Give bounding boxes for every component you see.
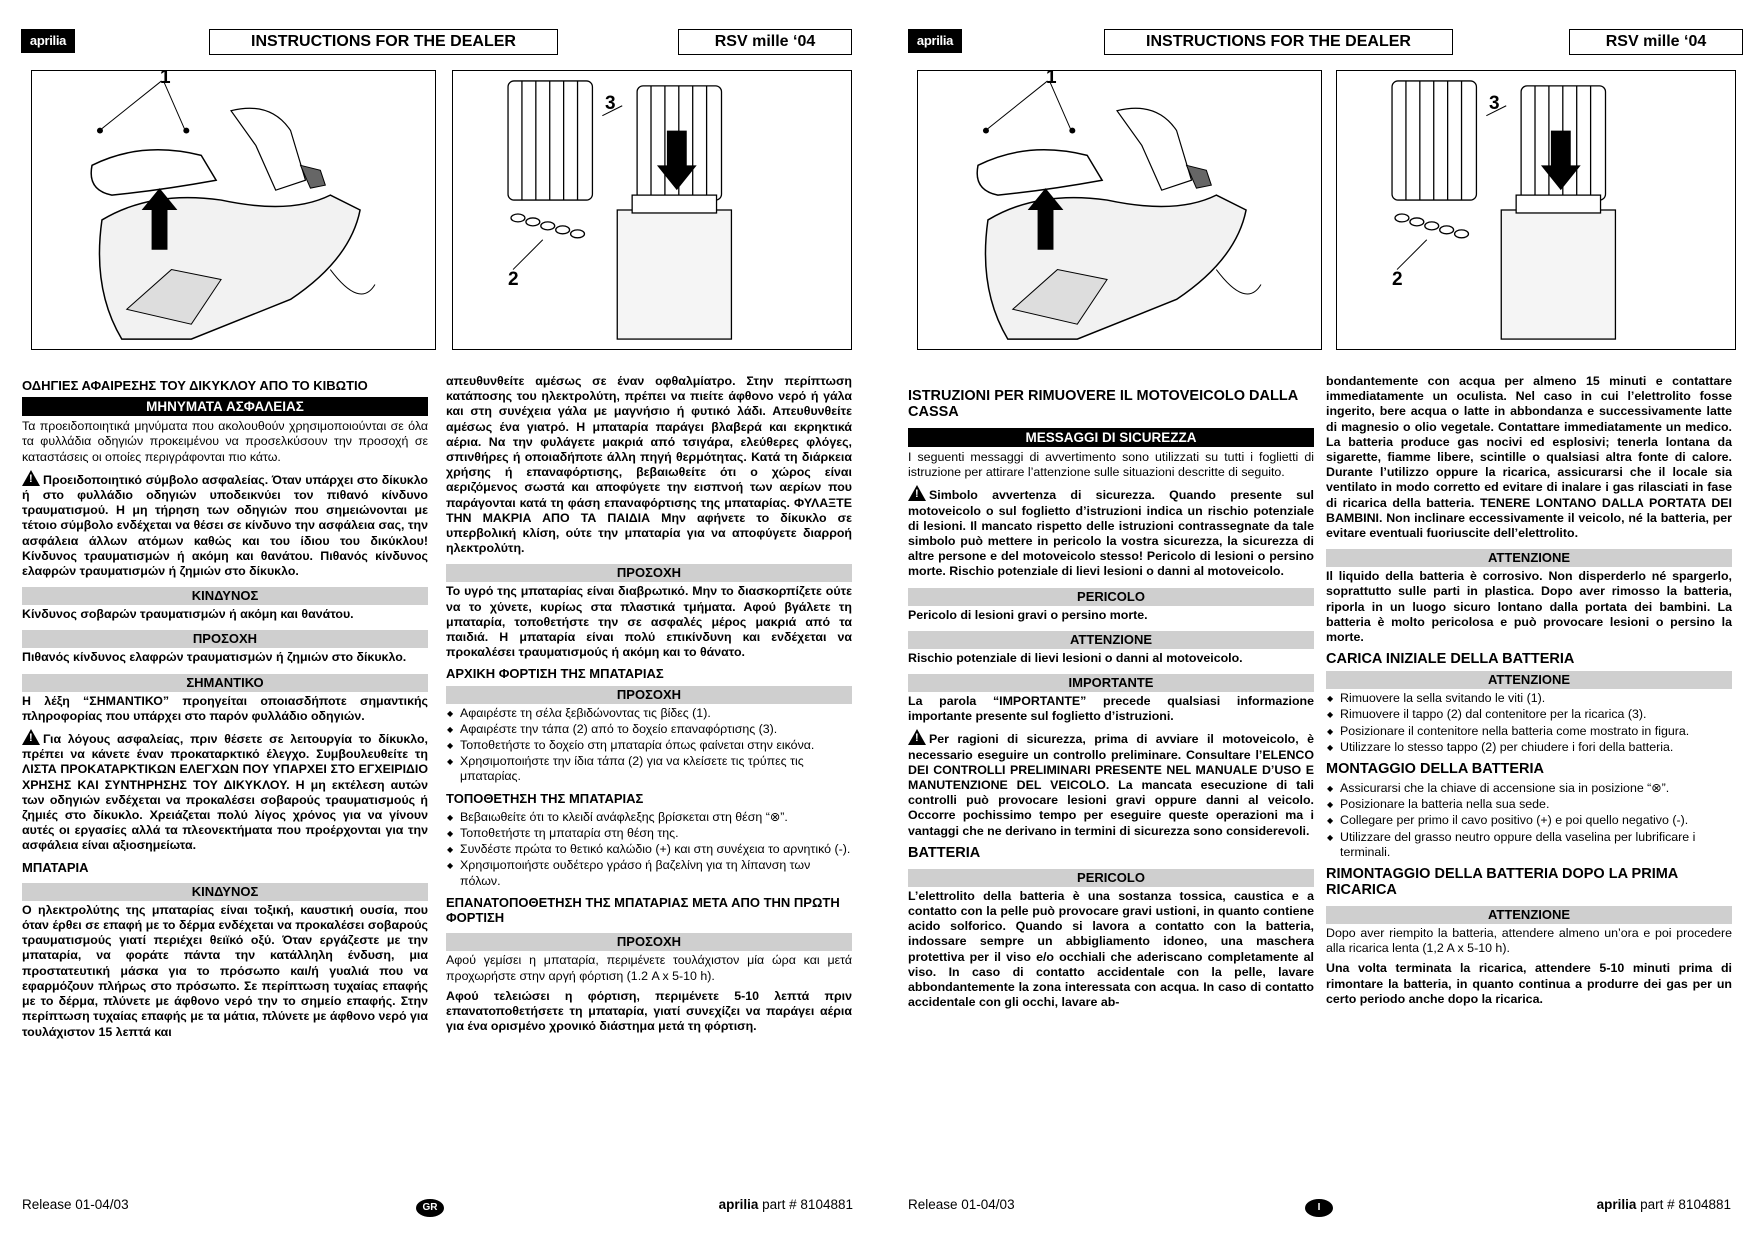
gr-reinstall-text1: Αφού γεμίσει η μπαταρία, περιμένετε τουλάχιστον μία ώρα και μετά προχωρήστε στην αργή φόρτιση (1.2 A x 5-10 h). <box>446 953 852 983</box>
footer-brand: aprilia <box>718 1197 759 1212</box>
list-item: ◆ Αφαιρέστε την τάπα (2) από το δοχείο επαναφόρτισης (3). <box>446 722 852 737</box>
gr-initial-charge-title: ΑΡΧΙΚΗ ΦΟΡΤΙΣΗ ΤΗΣ ΜΠΑΤΑΡΙΑΣ <box>446 666 664 682</box>
footer-part <box>719 1197 853 1212</box>
aprilia-logo: aprilia <box>908 29 962 53</box>
footer-release: Release 01-04/03 <box>908 1197 1015 1212</box>
footer-part <box>1597 1197 1731 1212</box>
it-caution-text: Rischio potenziale di lievi lesioni o danni al motoveicolo. <box>908 650 1243 665</box>
gr-title: ΟΔΗΓΙΕΣ ΑΦΑΙΡΕΣΗΣ ΤΟΥ ΔΙΚΥΚΛΟΥ ΑΠΟ ΤΟ ΚΙΒΩΤΙΟ <box>22 378 368 393</box>
footer-release: Release 01-04/03 <box>22 1197 129 1212</box>
it-intro: I seguenti messaggi di avvertimento sono utilizzati su tutti i foglietti di istruzione per attirare l’attenzione sulle situazioni descritte di seguito. <box>908 450 1314 480</box>
it-col2-cont: bondantemente con acqua per almeno 15 minuti e contattare immediatamente un oculista. Nel caso in cui l’elettrolito fosse ingerito, bere acqua o latte in abbondanza e successivamente latte di magnesio o olio vegetale. Contattare immediatamente un medico. La batteria produce gas nocivi ed esplosivi; tenerla lontana da sigarette, fiamme libere, scintille o qualsiasi altra fonte di calore. Durante l’utilizzo oppure la ricarica, assicurarsi che il locale sia ventilato in modo corretto ed evitare di inalare i gas rilasciati in fase di ricarica della batteria. TENERE LONTANO DALLA PORTATA DEI BAMBINI. Non inclinare eccessivamente il veicolo, né la batteria, per evitare eventuali fuoriuscite dell’elettrolito. <box>1326 374 1732 541</box>
list-item: ◆ Τοποθετήστε τη μπαταρία στη θέση της. <box>446 826 852 841</box>
gr-caution2-band: ΠΡΟΣΟΧΗ <box>446 564 852 582</box>
list-item: ◆ Τοποθετήστε το δοχείο στη μπαταρία όπως φαίνεται στην εικόνα. <box>446 738 852 753</box>
gr-caution-text: Πιθανός κίνδυνος ελαφρών τραυματισμών ή ζημιών στο δίκυκλο. <box>22 650 407 665</box>
gr-safety-band: ΜΗΝΥΜΑΤΑ ΑΣΦΑΛΕΙΑΣ <box>22 397 428 416</box>
it-danger-band: PERICOLO <box>908 588 1314 606</box>
gr-danger-text: Κίνδυνος σοβαρών τραυματισμών ή ακόμη και θανάτου. <box>22 607 354 622</box>
gr-intro: Τα προειδοποιητικά μηνύματα που ακολουθούν χρησιμοποιούνται σε όλα τα φυλλάδια οδηγιών προκειμένου να προσελκύσουν την προσοχή σε καταστάσεις οι οποίες περιγράφονται πιο κάτω. <box>22 419 428 464</box>
it-symbol-text: Simbolo avvertenza di sicurezza. Quando presente sul motoveicolo o sul foglietto d’istruzioni indica un rischio potenziale di lesioni. Il mancato rispetto delle istruzioni contrassegnate da tale simbolo può mettere in pericolo la vostra sicurezza, la sicurezza di altre persone e del motoveicolo stesso! Pericolo di lesioni o persino morte. Rischio potenziale di lievi lesioni o danni al motoveicolo. <box>908 488 1314 579</box>
it-safety-band: MESSAGGI DI SICUREZZA <box>908 428 1314 447</box>
lang-badge-gr: GR <box>416 1199 444 1217</box>
gr-column-1 <box>22 374 428 1045</box>
list-item: ◆ Rimuovere il tappo (2) dal contenitore per la ricarica (3). <box>1326 707 1732 722</box>
warning-triangle-icon <box>908 485 926 501</box>
it-reinstall-band: ATTENZIONE <box>1326 906 1732 924</box>
battery-charge-illustration <box>453 71 851 349</box>
seat-removal-illustration <box>918 71 1321 349</box>
aprilia-logo: aprilia <box>21 29 75 53</box>
it-important-text: La parola “IMPORTANTE” precede qualsiasi informazione importante presente sul foglietto d’istruzioni. <box>908 694 1314 724</box>
it-initial-charge-list <box>1326 691 1732 755</box>
gr-initial-charge-band: ΠΡΟΣΟΧΗ <box>446 686 852 704</box>
list-item: ◆ Χρησιμοποιήστε την ίδια τάπα (2) για να κλείσετε τις τρύπες τις μπαταρίας. <box>446 754 852 784</box>
figure-battery-charge <box>452 70 852 350</box>
seat-removal-illustration <box>32 71 435 349</box>
it-safety-check <box>908 729 1314 838</box>
it-initial-charge-title: CARICA INIZIALE DELLA BATTERIA <box>1326 651 1575 668</box>
gr-important-text: Η λέξη “ΣΗΜΑΝΤΙΚΟ” προηγείται οποιασδήποτε σημαντικής πληροφορίας που υπάρχει στο παρόν φυλλάδιο οδηγιών. <box>22 693 428 723</box>
list-item: ◆ Collegare per primo il cavo positivo (+) e poi quello negativo (-). <box>1326 813 1732 828</box>
gr-col2-cont: απευθυνθείτε αμέσως σε έναν οφθαλμίατρο. Στην περίπτωση κατάποσης του ηλεκτρολύτη, πρέπει να πιείτε άφθονο νερό ή γάλα και στη συνέχεια γάλα με μαγνήσιο ή φυτικό λάδι. Απευθυνθείτε αμέσως ένα γιατρό. Η μπαταρία παράγει βλαβερά και εκρηκτικά αέρια. Να την φυλάγετε μακριά από τσιγάρα, ελεύθερες φλόγες, σπινθήρες ή οποιαδήποτε άλλη πηγή θερμότητας. Κατά τη διάρκεια χρήσης ή επαναφόρτισης, βεβαιωθείτε ότι ο χώρος είναι αεριζόμενος σωστά και αποφύγετε την εισπνοή των αερίων που παράγονται κατά τη φάση επαναφόρτισης της μπαταρίας. ΦΥΛΑΞΤΕ ΤΗΝ ΜΑΚΡΙΑ ΑΠΟ ΤΑ ΠΑΙΔΙΑ Μην αφήνετε το δίκυκλο σε υπερβολική κλίση, ούτε την μπαταρία για να αποφύγετε διαρροή ηλεκτρολύτη. <box>446 374 852 556</box>
list-item: ◆ Χρησιμοποιήστε ουδέτερο γράσο ή βαζελίνη για τη λίπανση των πόλων. <box>446 858 852 888</box>
gr-initial-charge-list <box>446 706 852 785</box>
it-initial-charge-band: ATTENZIONE <box>1326 671 1732 689</box>
it-battery-danger-text: L’elettrolito della batteria è una sostanza tossica, caustica e a contatto con la pelle può provocare gravi ustioni, in quanto contiene acido solforico. Quando si lavora a contatto con la batteria, indossare sempre un abbigliamento idoneo, una maschera protettiva per il viso e/o occhiali che aderiscano completamente al viso. In caso di contatto accidentale con la pelle, lavare abbondantemente la zona interessata con acqua. In caso di contatto accidentale con gli occhi, lavare ab- <box>908 888 1314 1010</box>
it-reinstall-text1: Dopo aver riempito la batteria, attendere almeno un’ora e poi procedere alla ricarica lenta (1,2 A x 5-10 h). <box>1326 926 1732 956</box>
warning-triangle-icon <box>22 729 40 745</box>
header-title: INSTRUCTIONS FOR THE DEALER <box>209 29 558 55</box>
list-item: ◆ Utilizzare del grasso neutro oppure della vaselina per lubrificare i terminali. <box>1326 830 1732 860</box>
gr-safety-check-text: Για λόγους ασφαλείας, πριν θέσετε σε λειτουργία το δίκυκλο, πρέπει να κάνετε έναν προκαταρκτικό έλεγχο. Συμβουλευθείτε τη ΛΙΣΤΑ ΠΡΟΚΑΤΑΡΚΤΙΚΩΝ ΕΛΕΓΧΩΝ ΠΟΥ ΥΠΑΡΧΕΙ ΣΤΟ ΕΓΧΕΙΡΙΔΙΟ ΧΡΗΣΗΣ ΚΑΙ ΣΥΝΤΗΡΗΣΗΣ ΤΟΥ ΔΙΚΥΚΛΟΥ. Η μη εκτέλεση αυτών των οδηγιών ενδέχεται να προκαλέσει σοβαρούς τραυματισμούς ή ζημιές στο δίκυκλο. Χρειάζεται πολύ λίγος χρόνος για να γίνουν αυτές οι εργασίες αλλά τα πλεονεκτήματα που προέρχονται για την ασφάλεια είναι αξιοσημείωτα. <box>22 732 428 853</box>
it-symbol-paragraph <box>908 485 1314 579</box>
gr-safety-check <box>22 729 428 854</box>
gr-important-band: ΣΗΜΑΝΤΙΚΟ <box>22 674 428 692</box>
gr-danger-band: ΚΙΝΔΥΝΟΣ <box>22 587 428 605</box>
list-item: ◆ Utilizzare lo stesso tappo (2) per chiudere i fori della batteria. <box>1326 740 1732 755</box>
it-reinstall-text2: Una volta terminata la ricarica, attendere 5-10 minuti prima di rimontare la batteria, in quanto continua a produrre dei gas per un certo periodo anche dopo la ricarica. <box>1326 961 1732 1006</box>
gr-battery-title: ΜΠΑΤΑΡΙΑ <box>22 859 89 875</box>
list-item: ◆ Assicurarsi che la chiave di accensione sia in posizione “⊗”. <box>1326 781 1732 796</box>
page-italian <box>878 0 1755 1240</box>
battery-charge-illustration <box>1337 71 1735 349</box>
warning-triangle-icon <box>908 729 926 745</box>
list-item: ◆ Αφαιρέστε τη σέλα ξεβιδώνοντας τις βίδες (1). <box>446 706 852 721</box>
gr-symbol-text: Προειδοποιητικό σύμβολο ασφαλείας. Όταν υπάρχει στο δίκυκλο ή στο φυλλάδιο οδηγιών υποδεικνύει τον πιθανό κίνδυνο τραυματισμού. Η μη τήρηση των οδηγιών που σημειώνονται με τέτοιο σύμβολο ενδέχεται να θέσει σε κίνδυνο την ασφάλεια σας, την ασφάλεια άλλων ατόμων καθώς και του ίδιου του δικύκλου! Κίνδυνος τραυματισμών ή ακόμη και θανάτου. Πιθανός κίνδυνος ελαφρών τραυματισμών ή ζημιών στο δίκυκλο. <box>22 472 428 579</box>
lang-badge-it: I <box>1305 1199 1333 1217</box>
footer-part-number: part # 8104881 <box>758 1197 853 1212</box>
header-model: RSV mille ‘04 <box>1569 29 1743 55</box>
warning-triangle-icon <box>22 470 40 486</box>
gr-symbol-paragraph <box>22 470 428 579</box>
gr-install-list <box>446 810 852 889</box>
list-item: ◆ Rimuovere la sella svitando le viti (1). <box>1326 691 1732 706</box>
footer-brand: aprilia <box>1596 1197 1637 1212</box>
it-safety-check-text: Per ragioni di sicurezza, prima di avviare il motoveicolo, è necessario eseguire un controllo preliminare. Consultare l’ELENCO DEI CONTROLLI PRELIMINARI PRESENTE NEL MANUALE D’USO E MANUTENZIONE DEL VEICOLO. La mancata esecuzione di tali controlli può provocare lesioni gravi oppure danni al veicolo. Occorre pochissimo tempo per eseguire queste operazioni ma i vantaggi che ne derivano in termini di sicurezza sono considerevoli. <box>908 732 1314 838</box>
callout-1: 1 <box>160 70 171 88</box>
callout-2: 2 <box>508 269 519 290</box>
it-important-band: IMPORTANTE <box>908 674 1314 692</box>
figure-battery-charge <box>1336 70 1736 350</box>
list-item: ◆ Συνδέστε πρώτα το θετικό καλώδιο (+) και στη συνέχεια το αρνητικό (-). <box>446 842 852 857</box>
it-battery-title: BATTERIA <box>908 844 981 861</box>
it-caution-band: ATTENZIONE <box>908 631 1314 649</box>
gr-caution2-text: Το υγρό της μπαταρίας είναι διαβρωτικό. Μην το διασκορπίζετε ούτε να το χύνετε, κυρίως στα πλαστικά τμήματα. Αφού βγάλετε τη μπαταρία, τοποθετήστε την σε ασφαλές μέρος μακριά από τα παιδιά. Η μπαταρία είναι πολύ επικίνδυνη και ενδέχεται να προκαλέσει τραυματισμούς ή ακόμη και το θάνατο. <box>446 584 852 660</box>
gr-caution-band: ΠΡΟΣΟΧΗ <box>22 630 428 648</box>
gr-reinstall-title: ΕΠΑΝΑΤΟΠΟΘΕΤΗΣΗ ΤΗΣ ΜΠΑΤΑΡΙΑΣ ΜΕΤΑ ΑΠΟ ΤΗΝ ΠΡΩΤΗ ΦΟΡΤΙΣΗ <box>446 894 840 926</box>
it-column-2 <box>1326 374 1732 1012</box>
figure-seat-removal <box>31 70 436 350</box>
gr-reinstall-band: ΠΡΟΣΟΧΗ <box>446 933 852 951</box>
it-danger-text: Pericolo di lesioni gravi o persino morte. <box>908 607 1148 622</box>
it-install-title: MONTAGGIO DELLA BATTERIA <box>1326 761 1545 778</box>
callout-2: 2 <box>1392 269 1403 290</box>
it-caution2-band: ATTENZIONE <box>1326 549 1732 567</box>
callout-3: 3 <box>605 93 616 114</box>
list-item: ◆ Posizionare la batteria nella sua sede. <box>1326 797 1732 812</box>
it-reinstall-title: RIMONTAGGIO DELLA BATTERIA DOPO LA PRIMA RICARICA <box>1326 866 1678 899</box>
it-column-1 <box>908 382 1314 1015</box>
it-title: ISTRUZIONI PER RIMUOVERE IL MOTOVEICOLO DALLA CASSA <box>908 388 1298 420</box>
figure-seat-removal <box>917 70 1322 350</box>
gr-install-title: ΤΟΠΟΘΕΤΗΣΗ ΤΗΣ ΜΠΑΤΑΡΙΑΣ <box>446 790 644 806</box>
callout-3: 3 <box>1489 93 1500 114</box>
it-install-list <box>1326 781 1732 860</box>
it-battery-danger-band: PERICOLO <box>908 869 1314 887</box>
header-title: INSTRUCTIONS FOR THE DEALER <box>1104 29 1453 55</box>
gr-reinstall-text2: Αφού τελειώσει η φόρτιση, περιμένετε 5-10 λεπτά πριν επανατοποθετήσετε τη μπαταρία, γιατί συνεχίζει να παράγει αέρια για ένα ορισμένο χρονικό διάστημα μετά τη φόρτιση. <box>446 988 852 1034</box>
gr-battery-danger-text: Ο ηλεκτρολύτης της μπαταρίας είναι τοξική, καυστική ουσία, που όταν έρθει σε επαφή με το δέρμα ενδέχεται να προκαλέσει σοβαρούς τραυματισμούς γιατί περιέχει θειϊκό οξύ. Όταν εργάζεστε με την μπαταρία, να φοράτε πάντα την κατάλληλη ένδυση, μια προστατευτική μάσκα για το πρόσωπο και/ή γυαλιά που να εφαρμόζουν πλήρως στο πρόσωπο. Σε περίπτωση τυχαίας επαφής με το δέρμα, πλύνετε με άφθονο νερό την το σημείο επαφής. Στην περίπτωση τυχαίας επαφής με τα μάτια, πλύνετε με άφθονο νερό για τουλάχιστον 15 λεπτά και <box>22 902 428 1039</box>
list-item: ◆ Βεβαιωθείτε ότι το κλειδί ανάφλεξης βρίσκεται στη θέση “⊗”. <box>446 810 852 825</box>
gr-battery-danger-band: ΚΙΝΔΥΝΟΣ <box>22 883 428 901</box>
gr-column-2 <box>446 374 852 1039</box>
it-caution2-text: Il liquido della batteria è corrosivo. Non disperderlo né spargerlo, soprattutto sulle parti in plastica. Dopo aver rimosso la batteria, riporla in un luogo sicuro lontano dalla portata dei bambini. La batteria è molto pericolosa e può provocare lesioni o persino la morte. <box>1326 569 1732 645</box>
footer-part-number: part # 8104881 <box>1636 1197 1731 1212</box>
callout-1: 1 <box>1046 70 1057 88</box>
header-model: RSV mille ‘04 <box>678 29 852 55</box>
list-item: ◆ Posizionare il contenitore nella batteria come mostrato in figura. <box>1326 724 1732 739</box>
page-greek <box>0 0 877 1240</box>
